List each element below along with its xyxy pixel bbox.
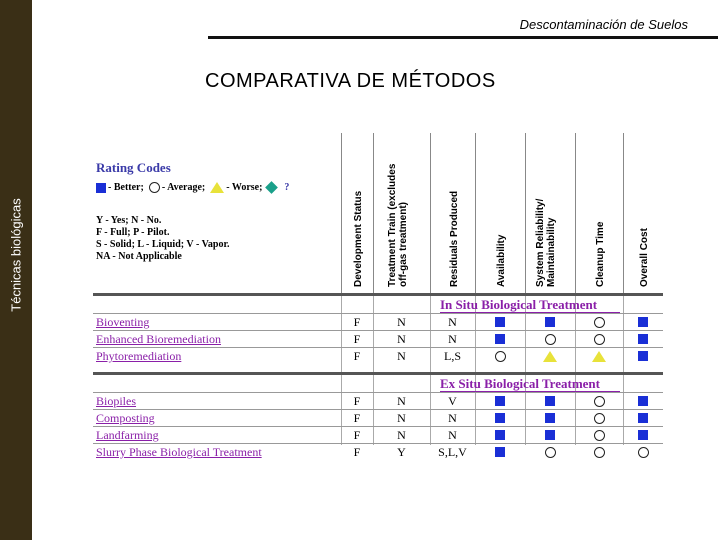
table-cell: [475, 410, 525, 426]
average-circle-icon: [594, 396, 605, 407]
table-cell: F: [353, 410, 361, 425]
table-cell: [575, 444, 623, 460]
section-label: In Situ Biological Treatment: [440, 297, 598, 312]
better-square-icon: [495, 396, 505, 406]
section-header-row: [93, 293, 663, 313]
table-cell: [475, 331, 525, 347]
table-cell: S,L,V: [438, 444, 467, 459]
table-cell: N: [397, 393, 406, 408]
section-label: Ex Situ Biological Treatment: [440, 376, 600, 391]
table-cell: [525, 444, 575, 460]
column-header-label: Treatment Train (excludes off-gas treatment): [386, 163, 409, 287]
table-cell: [575, 427, 623, 443]
table-cell: N: [397, 427, 406, 442]
better-square-icon: [638, 430, 648, 440]
table-cell: F: [353, 393, 361, 408]
column-header-label: Residuals Produced: [448, 190, 460, 287]
table-cell: [475, 393, 525, 409]
average-label: - Average;: [161, 182, 206, 193]
better-square-icon: [638, 396, 648, 406]
better-square-icon: [495, 413, 505, 423]
table-cell: [575, 410, 623, 426]
table-cell: N: [448, 410, 457, 425]
average-circle-icon: [594, 447, 605, 458]
table-cell: [575, 348, 623, 364]
table-cell: N: [448, 314, 457, 329]
column-header-label: Overall Cost: [639, 228, 650, 287]
worse-triangle-icon: [543, 351, 557, 362]
technology-link[interactable]: Slurry Phase Biological Treatment: [96, 445, 262, 459]
table-cell: N: [397, 410, 406, 425]
table-row: [93, 392, 663, 409]
better-square-icon: [545, 396, 555, 406]
key-line: Y - Yes; N - No.: [96, 215, 162, 226]
key-line: F - Full; P - Pilot.: [96, 227, 170, 238]
table-cell: [623, 393, 663, 409]
column-header: [525, 133, 576, 293]
table-cell: [623, 410, 663, 426]
table-row: [93, 409, 663, 426]
column-header: [373, 133, 431, 293]
average-circle-icon: [495, 351, 506, 362]
table-cell: [525, 427, 575, 443]
table-cell: [475, 427, 525, 443]
technology-link[interactable]: Enhanced Bioremediation: [96, 332, 221, 346]
better-square-icon: [545, 317, 555, 327]
worse-triangle-icon: [592, 351, 606, 362]
comparison-table: [93, 133, 663, 459]
table-cell: F: [353, 444, 361, 459]
technology-link[interactable]: Biopiles: [96, 394, 137, 408]
table-cell: [525, 331, 575, 347]
better-square-icon: [638, 351, 648, 361]
better-square-icon: [638, 413, 648, 423]
technology-link[interactable]: Phytoremediation: [96, 349, 182, 363]
table-row: [93, 347, 663, 364]
average-circle-icon: [594, 334, 605, 345]
table-cell: [623, 348, 663, 364]
page-title: COMPARATIVA DE MÉTODOS: [205, 70, 496, 92]
worse-triangle-icon: [210, 182, 224, 193]
section-header-row: [93, 372, 663, 392]
column-header: [430, 133, 476, 293]
table-cell: N: [397, 348, 406, 363]
technology-link[interactable]: Landfarming: [96, 428, 159, 442]
better-square-icon: [638, 334, 648, 344]
table-cell: N: [397, 331, 406, 346]
table-cell: N: [448, 427, 457, 442]
column-header-label: Development Status: [353, 190, 364, 287]
table-row: [93, 313, 663, 330]
column-header-label: Availability: [496, 234, 507, 287]
column-header: [341, 133, 374, 293]
table-row: [93, 426, 663, 443]
table-cell: L,S: [443, 348, 461, 363]
rating-codes-title: Rating Codes: [96, 160, 171, 175]
table-cell: F: [353, 348, 361, 363]
better-square-icon: [638, 317, 648, 327]
table-cell: [525, 314, 575, 330]
table-cell: F: [353, 314, 361, 329]
sidebar: [0, 0, 32, 540]
table-row: [93, 330, 663, 347]
rating-key: [96, 215, 289, 263]
better-square-icon: [495, 317, 505, 327]
column-header: [475, 133, 526, 293]
technology-link[interactable]: Bioventing: [96, 315, 150, 329]
sidebar-label: Técnicas biológicas: [8, 198, 24, 312]
average-circle-icon: [594, 317, 605, 328]
better-square-icon: [495, 334, 505, 344]
header-subtitle: Descontaminación de Suelos: [519, 17, 688, 32]
rating-codes: [96, 160, 289, 263]
average-circle-icon: [638, 447, 649, 458]
table-cell: [475, 444, 525, 460]
table-body: [93, 293, 663, 460]
better-square-icon: [96, 183, 106, 193]
average-circle-icon: [545, 334, 556, 345]
table-cell: F: [353, 331, 361, 346]
better-square-icon: [545, 430, 555, 440]
average-circle-icon: [545, 447, 556, 458]
technology-link[interactable]: Composting: [96, 411, 155, 425]
rating-legend: [96, 182, 289, 193]
column-header: [623, 133, 664, 293]
column-header: [575, 133, 624, 293]
worse-label: - Worse;: [226, 182, 263, 193]
table-cell: [623, 331, 663, 347]
better-label: - Better;: [108, 182, 144, 193]
table-cell: [525, 348, 575, 364]
average-circle-icon: [149, 182, 160, 193]
average-circle-icon: [594, 430, 605, 441]
better-square-icon: [545, 413, 555, 423]
unknown-diamond-icon: [266, 181, 279, 194]
table-cell: N: [448, 331, 457, 346]
unknown-label: ?: [284, 182, 290, 193]
table-cell: N: [397, 314, 406, 329]
header-divider: [208, 36, 718, 39]
table-cell: [475, 348, 525, 364]
table-cell: [623, 314, 663, 330]
better-square-icon: [495, 430, 505, 440]
table-cell: Y: [397, 444, 406, 459]
table-cell: [575, 393, 623, 409]
better-square-icon: [495, 447, 505, 457]
key-line: S - Solid; L - Liquid; V - Vapor.: [96, 239, 230, 250]
table-cell: [525, 410, 575, 426]
average-circle-icon: [594, 413, 605, 424]
table-cell: [623, 444, 663, 460]
table-cell: [623, 427, 663, 443]
key-line: NA - Not Applicable: [96, 251, 182, 262]
column-header-label: Cleanup Time: [595, 221, 606, 287]
column-header-label: System Reliability/ Maintainability: [535, 198, 557, 287]
table-cell: F: [353, 427, 361, 442]
table-cell: [525, 393, 575, 409]
table-cell: [575, 314, 623, 330]
table-cell: V: [448, 393, 457, 408]
table-row: [93, 443, 663, 460]
table-cell: [575, 331, 623, 347]
table-cell: [475, 314, 525, 330]
